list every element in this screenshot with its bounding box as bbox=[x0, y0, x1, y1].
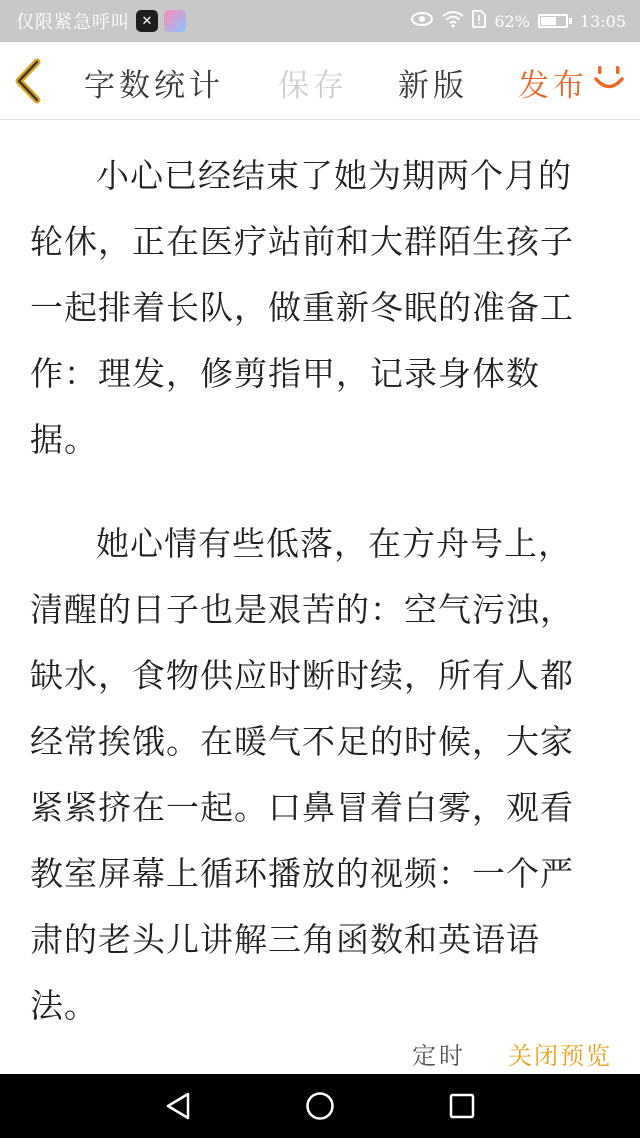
status-time: 13:05 bbox=[579, 11, 626, 31]
sim-alert-icon bbox=[472, 10, 486, 32]
nav-recent-apps-button[interactable] bbox=[446, 1090, 478, 1122]
system-nav-bar bbox=[0, 1074, 640, 1138]
nav-back-button[interactable] bbox=[162, 1090, 194, 1122]
status-bar bbox=[0, 0, 640, 42]
gallery-app-icon bbox=[164, 10, 186, 32]
battery-percent: 62% bbox=[494, 11, 530, 31]
square-recents-icon bbox=[448, 1092, 476, 1120]
editor-toolbar bbox=[0, 42, 640, 120]
battery-icon bbox=[538, 14, 572, 28]
smiley-icon bbox=[592, 62, 626, 98]
article-preview bbox=[0, 121, 640, 1031]
nav-home-button[interactable] bbox=[304, 1090, 336, 1122]
back-button[interactable] bbox=[0, 42, 56, 120]
eye-comfort-icon bbox=[410, 11, 434, 31]
publish-button[interactable]: 发布 bbox=[518, 68, 588, 104]
close-preview-button[interactable]: 关闭预览 bbox=[508, 1042, 612, 1070]
chevron-left-icon bbox=[13, 58, 43, 104]
article-paragraph: 小心已经结束了她为期两个月的轮休，正在医疗站前和大群陌生孩子一起排着长队，做重新冬眠的准备工作：理发，修剪指甲，记录身体数据。 bbox=[30, 156, 574, 459]
status-left bbox=[16, 8, 186, 34]
triangle-back-icon bbox=[164, 1091, 192, 1121]
schedule-button[interactable]: 定时 bbox=[412, 1042, 466, 1070]
new-version-button[interactable]: 新版 bbox=[398, 68, 468, 104]
battery-level-fill bbox=[541, 17, 556, 25]
word-count-button[interactable]: 字数统计 bbox=[84, 68, 224, 104]
preview-footer bbox=[0, 1032, 640, 1074]
article-paragraph: 她心情有些低落，在方舟号上，清醒的日子也是艰苦的：空气污浊，缺水，食物供应时断时续，所有人都经常挨饿。在暖气不足的时候，大家紧紧挤在一起。口鼻冒着白雾，观看教室屏幕上循环播放的视频：一个严肃的老头儿讲解三角函数和英语语法。 bbox=[30, 524, 574, 1025]
status-right bbox=[410, 10, 626, 32]
wifi-icon bbox=[442, 10, 464, 32]
carrier-text: 仅限紧急呼叫 bbox=[16, 12, 130, 33]
capcut-app-icon: ✕ bbox=[136, 10, 158, 32]
circle-home-icon bbox=[305, 1091, 335, 1121]
save-button[interactable]: 保存 bbox=[278, 68, 348, 104]
